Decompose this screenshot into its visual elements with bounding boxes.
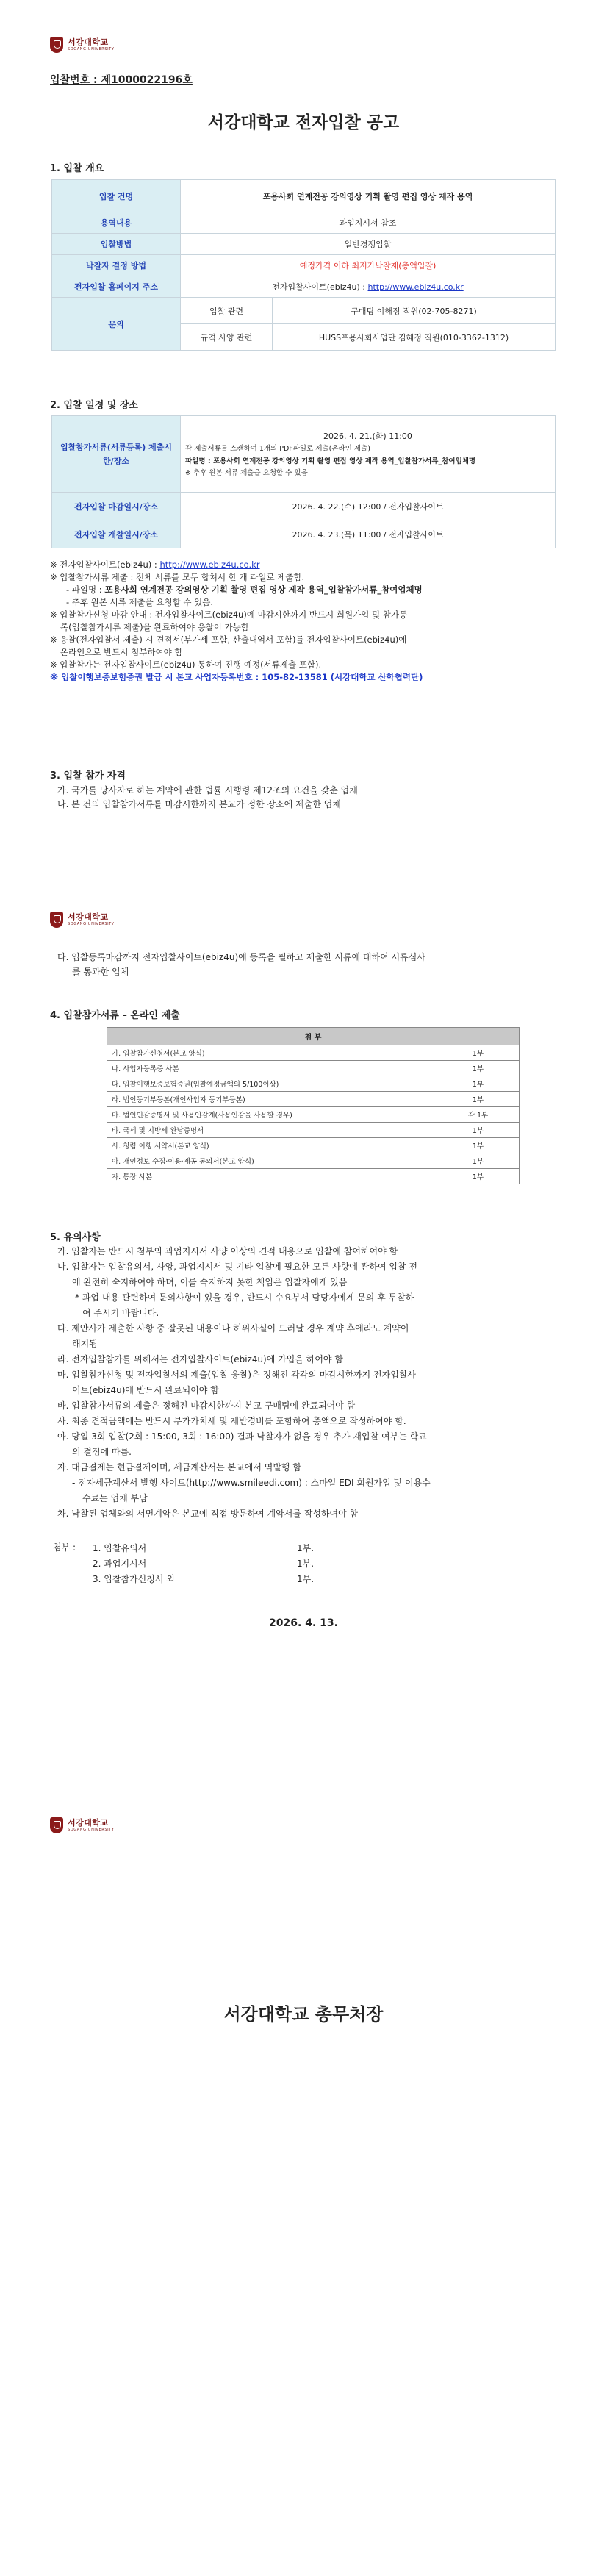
qualification-item: 가. 국가를 당사자로 하는 계약에 관한 법률 시행령 제12조의 요건을 갖춘 업체 xyxy=(57,785,358,795)
qualification-list xyxy=(57,784,564,812)
qualification-item: 다. 입찰등록마감까지 전자입찰사이트(ebiz4u)에 등록을 필하고 제출한 서류에 대하여 서류심사 xyxy=(57,952,425,962)
doc-qty: 각 1부 xyxy=(437,1107,520,1123)
overview-table xyxy=(51,179,556,351)
section2-heading: 2. 입찰 일정 및 장소 xyxy=(50,400,138,411)
logo-english: SOGANG UNIVERSITY xyxy=(68,47,115,51)
doc-name: 가. 입찰참가신청서(본교 양식) xyxy=(107,1045,437,1061)
documents-header: 첨 부 xyxy=(107,1028,520,1045)
notice-date: 2026. 4. 13. xyxy=(269,1617,338,1629)
note-quote-a: ※ 응찰(전자입찰서 제출) 시 견적서(부가세 포함, 산출내역서 포함)를 전자입찰사이트(ebiz4u)에 xyxy=(50,634,407,645)
doc-name: 라. 법인등기부등본(개인사업자 등기부등본) xyxy=(107,1092,437,1107)
qualification-item: 나. 본 건의 입찰참가서류를 마감시한까지 본교가 정한 장소에 제출한 업체 xyxy=(57,799,341,809)
close-label: 전자입찰 마감일시/장소 xyxy=(52,493,181,520)
notice-line: 의 결정에 따름. xyxy=(72,1447,132,1457)
logo-english: SOGANG UNIVERSITY xyxy=(68,1828,115,1832)
logo-korean: 서강대학교 xyxy=(68,1818,109,1828)
notice-line: 사. 최종 견적금액에는 반드시 부가가치세 및 제반경비를 포함하여 총액으로 작성하여야 함. xyxy=(57,1416,406,1426)
overview-label: 전자입찰 홈페이지 주소 xyxy=(52,276,181,298)
notice-line: 가. 입찰자는 반드시 첨부의 과업지시서 사양 이상의 견적 내용으로 입찰에 참여하여야 함 xyxy=(57,1246,398,1256)
attachment-qty: 1부. xyxy=(297,1543,315,1553)
notice-line: 에 완전히 숙지하여야 하며, 이를 숙지하지 못한 책임은 입찰자에게 있음 xyxy=(72,1277,348,1287)
submit-label: 입찰참가서류(서류등록) 제출시한/장소 xyxy=(52,416,181,493)
qualification-list-cont xyxy=(57,950,564,979)
notice-line: 아. 당일 3회 입찰(2회 : 15:00, 3회 : 16:00) 결과 낙찰자가 없을 경우 추가 재입찰 여부는 학교 xyxy=(57,1431,427,1442)
close-value: 2026. 4. 22.(수) 12:00 / 전자입찰사이트 xyxy=(181,493,556,520)
notice-line: 차. 낙찰된 업체와의 서면계약은 본교에 직접 방문하여 계약서를 작성하여야 함 xyxy=(57,1509,359,1519)
university-logo xyxy=(50,37,115,53)
notice-line: * 과업 내용 관련하여 문의사항이 있을 경우, 반드시 수요부서 담당자에게 문의 후 투찰하 xyxy=(75,1292,414,1303)
attachments-label: 첨부 : xyxy=(53,1542,76,1553)
notice-list xyxy=(57,1244,564,1522)
attachment-qty: 1부. xyxy=(297,1559,315,1569)
notice-line: 해지됨 xyxy=(72,1339,98,1349)
logo-emblem-icon xyxy=(50,37,63,53)
submit-note3: ※ 추후 원본 서류 제출을 요청할 수 있음 xyxy=(185,469,308,477)
overview-label: 입찰방법 xyxy=(52,234,181,255)
note-site-link[interactable]: http://www.ebiz4u.co.kr xyxy=(159,559,260,570)
note-deadline-a: ※ 입찰참가신청 마감 안내 : 전자입찰사이트(ebiz4u)에 마감시한까지 반드시 회원가입 및 참가등 xyxy=(50,609,408,620)
homepage-cell xyxy=(181,276,556,298)
doc-qty: 1부 xyxy=(437,1061,520,1076)
submit-date: 2026. 4. 21.(화) 11:00 xyxy=(323,432,412,441)
overview-label: 입찰 건명 xyxy=(52,180,181,212)
notice-line: 마. 입찰참가신청 및 전자입찰서의 제출(입찰 응찰)은 정해진 각각의 마감시한까지 전자입찰사 xyxy=(57,1370,417,1380)
overview-value: 포용사회 연계전공 강의영상 기획 촬영 편집 영상 제작 용역 xyxy=(181,180,556,212)
note-filename-prefix: - 파일명 : xyxy=(66,584,105,595)
qualification-item-cont: 를 통과한 업체 xyxy=(72,967,129,977)
attachment-name: 3. 입찰참가신청서 외 xyxy=(93,1574,175,1584)
notice-line: 다. 제안사가 제출한 사항 중 잘못된 내용이나 허위사실이 드러날 경우 계약 후에라도 계약이 xyxy=(57,1323,409,1334)
homepage-link[interactable]: http://www.ebiz4u.co.kr xyxy=(367,282,464,292)
doc-qty: 1부 xyxy=(437,1045,520,1061)
attachment-qty: 1부. xyxy=(297,1574,315,1584)
submit-note1: 각 제출서류를 스캔하여 1개의 PDF파일로 제출(온라인 제출) xyxy=(185,445,370,453)
doc-qty: 1부 xyxy=(437,1153,520,1169)
schedule-notes xyxy=(50,559,564,684)
notice-line: 수료는 업체 부담 xyxy=(82,1493,148,1503)
note-site-prefix: ※ 전자입찰사이트(ebiz4u) : xyxy=(50,559,160,570)
section1-heading: 1. 입찰 개요 xyxy=(50,163,104,174)
note-submit: ※ 입찰참가서류 제출 : 전체 서류를 모두 합쳐서 한 개 파일로 제출함. xyxy=(50,572,305,582)
inquiry-label: 문의 xyxy=(52,298,181,351)
note-guarantee: ※ 입찰이행보증보험증권 발급 시 본교 사업자등록번호 : 105-82-13581 (서강대학교 산학협력단) xyxy=(50,672,423,682)
logo-korean: 서강대학교 xyxy=(68,912,109,922)
section3-heading: 3. 입찰 참가 자격 xyxy=(50,770,126,781)
doc-qty: 1부 xyxy=(437,1123,520,1138)
note-original: - 추후 원본 서류 제출을 요청할 수 있음. xyxy=(66,597,214,607)
overview-label: 낙찰자 결정 방법 xyxy=(52,255,181,276)
doc-qty: 1부 xyxy=(437,1138,520,1153)
homepage-prefix: 전자입찰사이트(ebiz4u) : xyxy=(272,282,368,292)
overview-value: 과업지시서 참조 xyxy=(181,212,556,234)
notice-line: 여 주시기 바랍니다. xyxy=(82,1308,159,1318)
submit-cell xyxy=(181,416,556,493)
overview-label: 용역내용 xyxy=(52,212,181,234)
documents-table xyxy=(107,1027,520,1184)
schedule-table xyxy=(51,415,556,548)
notice-line: 이트(ebiz4u)에 반드시 완료되어야 함 xyxy=(72,1385,219,1395)
signature: 서강대학교 총무처장 xyxy=(223,2004,384,2025)
section4-heading: 4. 입찰참가서류 – 온라인 제출 xyxy=(50,1010,180,1021)
doc-name: 자. 통장 사본 xyxy=(107,1169,437,1184)
notice-line: 자. 대금결제는 현금결제이며, 세금계산서는 본교에서 역발행 함 xyxy=(57,1462,301,1473)
doc-qty: 1부 xyxy=(437,1092,520,1107)
overview-value: 일반경쟁입찰 xyxy=(181,234,556,255)
notice-line: 라. 전자입찰참가를 위해서는 전자입찰사이트(ebiz4u)에 가입을 하여야 함 xyxy=(57,1354,343,1364)
bid-number: 입찰번호 : 제1000022196호 xyxy=(50,74,193,86)
inquiry-role: 규격 사양 관련 xyxy=(181,324,273,351)
university-logo xyxy=(50,912,115,928)
doc-qty: 1부 xyxy=(437,1169,520,1184)
notice-line: - 전자세금계산서 발행 사이트(http://www.smileedi.com) : 스마일 EDI 회원가입 및 이용수 xyxy=(72,1478,431,1488)
doc-name: 바. 국세 및 지방세 완납증명서 xyxy=(107,1123,437,1138)
logo-english: SOGANG UNIVERSITY xyxy=(68,922,115,926)
submit-note2: 파일명 : 포용사회 연계전공 강의영상 기획 촬영 편집 영상 제작 용역_입찰참가서류_참여업체명 xyxy=(185,457,476,465)
attachments-list xyxy=(93,1541,401,1587)
logo-emblem-icon xyxy=(50,1817,63,1833)
university-logo xyxy=(50,1817,115,1833)
inquiry-contact: HUSS포용사회사업단 김혜정 직원(010-3362-1312) xyxy=(273,324,556,351)
attachment-name: 1. 입찰유의서 xyxy=(93,1543,147,1553)
note-filename: 포용사회 연계전공 강의영상 기획 촬영 편집 영상 제작 용역_입찰참가서류_참여업체명 xyxy=(104,584,423,595)
note-participation: ※ 입찰참가는 전자입찰사이트(ebiz4u) 통하여 진행 예정(서류제출 포함). xyxy=(50,659,322,670)
attachment-name: 2. 과업지시서 xyxy=(93,1559,147,1569)
open-value: 2026. 4. 23.(목) 11:00 / 전자입찰사이트 xyxy=(181,520,556,548)
section5-heading: 5. 유의사항 xyxy=(50,1232,101,1243)
open-label: 전자입찰 개찰일시/장소 xyxy=(52,520,181,548)
note-quote-b: 온라인으로 반드시 첨부하여야 함 xyxy=(60,647,183,657)
doc-name: 아. 개인정보 수집·이용·제공 동의서(본교 양식) xyxy=(107,1153,437,1169)
doc-name: 마. 법인인감증명서 및 사용인감계(사용인감을 사용할 경우) xyxy=(107,1107,437,1123)
overview-value: 예정가격 이하 최저가낙찰제(총액입찰) xyxy=(181,255,556,276)
logo-korean: 서강대학교 xyxy=(68,37,109,47)
notice-line: 나. 입찰자는 입찰유의서, 사양, 과업지시서 및 기타 입찰에 필요한 모든 사항에 관하여 입찰 전 xyxy=(57,1262,417,1272)
inquiry-role: 입찰 관련 xyxy=(181,298,273,324)
note-deadline-b: 록(입찰참가서류 제출)을 완료하여야 응찰이 가능함 xyxy=(60,622,249,632)
page-title: 서강대학교 전자입찰 공고 xyxy=(207,113,400,132)
logo-emblem-icon xyxy=(50,912,63,928)
notice-line: 바. 입찰참가서류의 제출은 정해진 마감시한까지 본교 구매팀에 완료되어야 함 xyxy=(57,1400,356,1411)
doc-name: 사. 청렴 이행 서약서(본교 양식) xyxy=(107,1138,437,1153)
doc-name: 다. 입찰이행보증보험증권(입찰예정금액의 5/100이상) xyxy=(107,1076,437,1092)
inquiry-contact: 구매팀 이해정 직원(02-705-8271) xyxy=(273,298,556,324)
doc-qty: 1부 xyxy=(437,1076,520,1092)
doc-name: 나. 사업자등록증 사본 xyxy=(107,1061,437,1076)
